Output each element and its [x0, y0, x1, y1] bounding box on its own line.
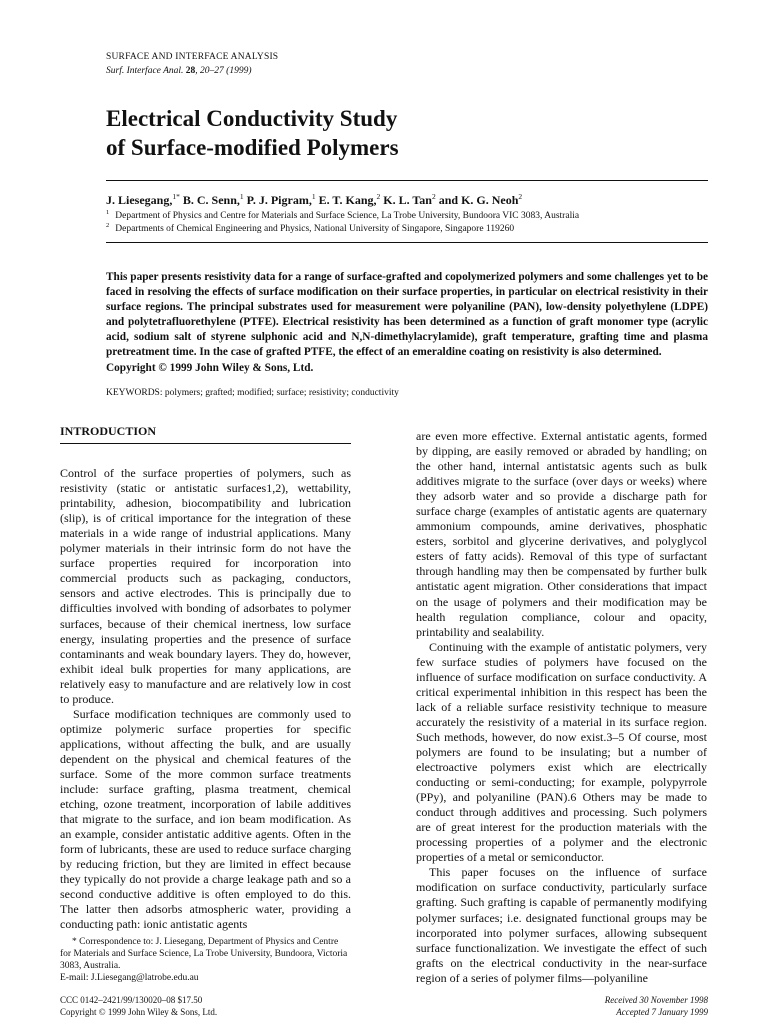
title-line-2: of Surface-modified Polymers — [106, 135, 399, 160]
journal-citation — [106, 66, 251, 76]
author: P. J. Pigram,$^1$ — [246, 192, 316, 207]
affiliation-rule — [106, 242, 708, 243]
author: J. Liesegang,$^{1*}$ — [106, 192, 180, 207]
abstract: This paper presents resistivity data for a range of surface-grafted and copolymerized polymers and some challenges yet to be faced in resolving the effects of surface modification on their surface properties, in particular on electrical resistivity in their surface regions. The principal substrates used for measurement were polyaniline (PAN), low-density polyethylene (LDPE) and polytetrafluorethylene (PTFE). Electrical resistivity has been determined as a function of graft monomer type (acrylic acid, sodium salt of styrene sulphonic acid and N,N-dimethylacrylamide), graft temperature, grafting time and plasma pretreatment time. In the case of grafted PTFE, the effect of an emeraldine coating on resistivity is also determined. Copyright © 1999 John Wiley & Sons, Ltd. — [106, 271, 709, 374]
paragraph: Control of the surface properties of polymers, such as resistivity (static or antistatic surfaces1,2), wettability, printability, adhesion, biocompatibility and lubrication (slip), is of critical importance for the integration of these materials in a wide range of industrial applications. Many polymer materials in their intrinsic form do not have the surface properties required for incorporation into commercial products such as packaging, conductors, sensors and active electrodes. This is principally due to difficulties involved with bonding of adsorbates to polymer surfaces, because of their chemical inertness, low surface energy, insulating properties and the presence of surface contaminants and weak boundary layers. They do, however, exhibit ideal bulk properties for many applications, are relatively easy to manufacture and are relatively low in cost to produce. — [60, 466, 351, 706]
author-list — [106, 192, 522, 208]
affiliation-1: $^1$ Department of Physics and Centre for Materials and Surface Science, La Trobe University, Bundoora VIC 3083, Australia — [106, 209, 580, 222]
email: E-mail: J.Liesegang@latrobe.edu.au — [60, 973, 199, 983]
citation-prefix: Surf. Interface Anal. — [106, 66, 184, 76]
footer-left: CCC 0142–2421/99/130020–08 $17.50 Copyright © 1999 John Wiley & Sons, Ltd. — [60, 995, 218, 1017]
title-rule — [106, 180, 708, 181]
citation-pages: , 20–27 (1999) — [195, 66, 252, 76]
section-rule — [60, 443, 351, 444]
paragraph: This paper focuses on the influence of surface modification on surface conductivity, particularly surface grafting. Such grafting is capable of permanently modifying polymer surfaces; i.e. designated functional groups may be incorporated into polymer surfaces, allowing subsequent surface functionalization. We investigate the effect of such grafts on the electrical conductivity in the near-surface region of a series of polymer films—polyaniline — [416, 865, 707, 985]
section-heading: INTRODUCTION — [60, 424, 157, 438]
paragraph: Surface modification techniques are commonly used to optimize polymeric surface properties for specific applications, without affecting the bulk, and are usually dependent on the physical and chemical features of the surface. Some of the more common surface treatments include: surface grafting, plasma treatment, chemical etching, ozone treatment, incorporation of labile additives that migrate to the surface, and ion beam modification. As an example, consider antistatic additive agents. Often in the form of lubricants, these are used to reduce surface charging by reducing friction, but they are limited in effect because they typically do not provide a charge leakage path and so a second conductive additive is often employed to do this. The latter then adsorbs atmospheric water, providing a conducting path: ionic antistatic agents — [60, 706, 351, 932]
author: and K. G. Neoh$^2$ — [438, 192, 523, 207]
article-title — [106, 104, 399, 162]
correspondence-footnote: * Correspondence to: J. Liesegang, Department of Physics and Centre for Materials and Surface Science, La Trobe University, Bundoora, Victoria 3083, Australia. E-mail: J.Liesegang@latrobe.edu.au — [60, 936, 351, 984]
citation-volume: 28 — [185, 66, 196, 76]
affiliation-2: $^2$ Departments of Chemical Engineering and Physics, National University of Singapore, Singapore 119260 — [106, 222, 515, 235]
author: E. T. Kang,$^2$ — [318, 192, 381, 207]
paragraph: Continuing with the example of antistatic polymers, very few surface studies of polymers have focused on the influence of surface modification on surface conductivity. A critical experimental inhibition in this respect has been the lack of a reliable surface resistivity technique to measure accurately the resistivity of a material in its surface region. Such methods, however, do now exist.3–5 Of course, most polymers are found to be insulating; but a number of electroactive polymers exist which are electrically conducting or semi-conducting; for example, polypyrrole (PPy), and polyaniline (PAN).6 Others may be made to conduct through additives and processing. Such polymers are of great interest for the production materials with the processing properties of a polymer and the electronic properties of a metal or semiconductor. — [416, 639, 707, 865]
paragraph: are even more effective. External antistatic agents, formed by dipping, are easily removed or abraded by handling; on the other hand, internal antistatsic agents such as bulk additives migrate to the surface (over days or weeks) where they adsorb water and so provide a discharge path for surface charge (examples of antistatic agents are quaternary ammonium compounds, amine derivatives, phosphatic esters, sorbitol and glycerine derivatives, and polyglycol esters of fatty acids). Removal of this type of surfactant through handling may then be compensated by further bulk antistatic agent migration. Other considerations that impact on the usage of polymers and their modification may be health regulation compliance, colour and opacity, printability and sealability. — [416, 429, 707, 639]
author: K. L. Tan$^2$ — [383, 192, 436, 207]
title-line-1: Electrical Conductivity Study — [106, 106, 398, 131]
right-column — [416, 429, 707, 986]
left-column — [60, 424, 351, 933]
footer-right: Received 30 November 1998 Accepted 7 January 1999 — [604, 995, 708, 1017]
author: B. C. Senn,$^1$ — [182, 192, 244, 207]
journal-name: SURFACE AND INTERFACE ANALYSIS — [106, 52, 279, 62]
keywords: KEYWORDS: polymers; grafted; modified; surface; resistivity; conductivity — [106, 388, 399, 398]
